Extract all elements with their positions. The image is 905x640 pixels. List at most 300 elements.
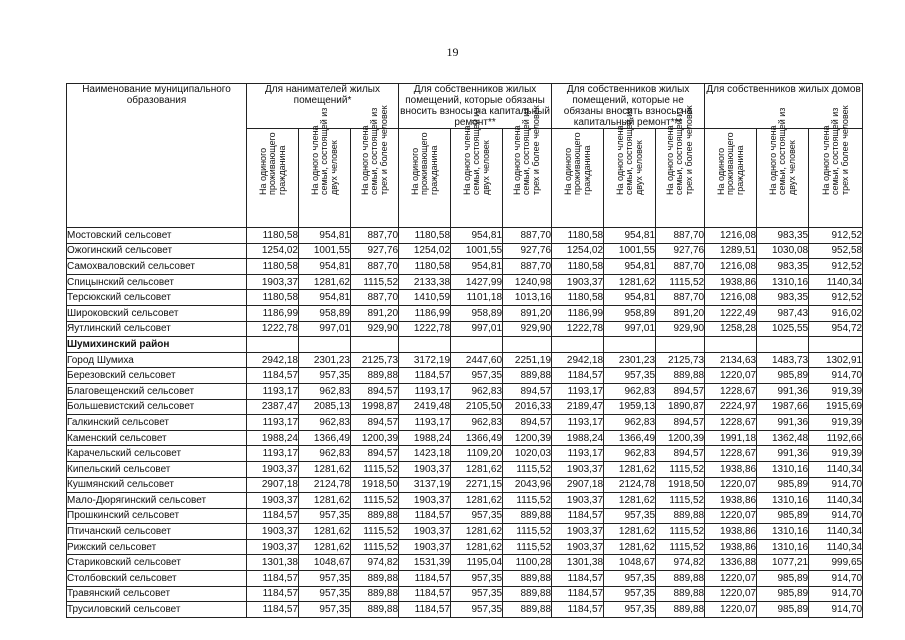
value-cell: 1366,49 [451,430,503,446]
value-cell: 1115,52 [351,493,399,509]
value-cell: 891,20 [503,305,552,321]
value-cell: 1988,24 [399,430,451,446]
value-cell: 889,88 [503,508,552,524]
value-cell: 1180,58 [399,228,451,244]
value-cell: 887,70 [656,228,705,244]
value-cell: 1115,52 [656,493,705,509]
table-row [67,368,863,384]
table-row [67,508,863,524]
value-cell: 1281,62 [604,539,656,555]
value-cell: 2251,19 [503,352,552,368]
table-row [67,243,863,259]
value-cell: 958,89 [604,305,656,321]
table-row [67,321,863,337]
value-cell: 1193,17 [552,446,604,462]
table-row [67,352,863,368]
value-cell [809,337,863,353]
value-cell: 1077,21 [757,555,809,571]
value-cell: 1140,34 [809,493,863,509]
value-cell: 1903,37 [399,539,451,555]
value-cell: 957,35 [451,571,503,587]
value-cell: 1184,57 [399,571,451,587]
header-group-owners-with-repair: Для собственников жилых помещений, которые обязаны вносить взносы на капитальный ремонт** [400,84,550,128]
value-cell: 2907,18 [247,477,299,493]
subheader-label: На одиного проживающего гражданина [562,132,592,195]
value-cell: 1281,62 [299,493,351,509]
value-cell: 1001,55 [451,243,503,259]
value-cell: 1281,62 [299,539,351,555]
municipality-name: Благовещенский сельсовет [67,383,247,399]
value-cell: 929,90 [656,321,705,337]
municipality-name: Карачельский сельсовет [67,446,247,462]
subheader-g3-c1 [552,129,604,228]
value-cell: 2189,47 [552,399,604,415]
municipality-name: Стариковский сельсовет [67,555,247,571]
value-cell: 974,82 [351,555,399,571]
value-cell: 1216,08 [705,228,757,244]
value-cell: 1001,55 [299,243,351,259]
value-cell [656,337,705,353]
value-cell: 954,81 [299,259,351,275]
value-cell: 952,58 [809,243,863,259]
value-cell: 999,65 [809,555,863,571]
municipality-name: Мостовский сельсовет [67,228,247,244]
value-cell: 962,83 [299,383,351,399]
municipality-name: Большевистский сельсовет [67,399,247,415]
value-cell: 997,01 [604,321,656,337]
table-row [67,571,863,587]
value-cell: 1192,66 [809,430,863,446]
value-cell: 991,36 [757,415,809,431]
value-cell: 914,70 [809,602,863,618]
value-cell: 1302,91 [809,352,863,368]
value-cell: 894,57 [656,415,705,431]
value-cell: 2447,60 [451,352,503,368]
municipality-name: Прошкинский сельсовет [67,508,247,524]
value-cell: 912,52 [809,259,863,275]
value-cell: 954,72 [809,321,863,337]
table-row [67,399,863,415]
value-cell: 1115,52 [503,539,552,555]
value-cell: 914,70 [809,508,863,524]
value-cell: 1281,62 [451,461,503,477]
value-cell: 1140,34 [809,524,863,540]
value-cell: 1987,66 [757,399,809,415]
subheader-g4-c2 [757,107,809,228]
value-cell: 889,88 [503,586,552,602]
value-cell: 957,35 [299,586,351,602]
value-cell: 1193,17 [399,415,451,431]
value-cell: 985,89 [757,602,809,618]
value-cell: 1115,52 [656,461,705,477]
value-cell: 987,43 [757,305,809,321]
value-cell: 962,83 [604,415,656,431]
municipality-name: Терсюкский сельсовет [67,290,247,306]
value-cell: 1222,78 [247,321,299,337]
value-cell: 1310,16 [757,493,809,509]
value-cell: 1903,37 [247,524,299,540]
value-cell: 927,76 [656,243,705,259]
value-cell: 1938,86 [705,524,757,540]
value-cell: 962,83 [299,446,351,462]
table-row [67,305,863,321]
municipality-name: Рижский сельсовет [67,539,247,555]
value-cell: 1281,62 [299,274,351,290]
municipality-name: Ожогинский сельсовет [67,243,247,259]
value-cell: 1180,58 [552,228,604,244]
value-cell: 889,88 [351,508,399,524]
value-cell: 2301,23 [604,352,656,368]
value-cell: 1938,86 [705,274,757,290]
value-cell: 1200,39 [656,430,705,446]
section-row [67,337,863,353]
value-cell: 927,76 [503,243,552,259]
value-cell: 1101,18 [451,290,503,306]
value-cell: 929,90 [503,321,552,337]
value-cell: 1184,57 [247,368,299,384]
value-cell: 985,89 [757,571,809,587]
value-cell [351,337,399,353]
value-cell: 1020,03 [503,446,552,462]
value-cell: 1903,37 [552,274,604,290]
value-cell: 1184,57 [247,571,299,587]
value-cell [299,337,351,353]
value-cell: 1959,13 [604,399,656,415]
value-cell: 1903,37 [247,461,299,477]
municipality-name: Столбовский сельсовет [67,571,247,587]
value-cell: 1193,17 [552,383,604,399]
table-row [67,493,863,509]
value-cell: 1903,37 [247,493,299,509]
table-row [67,228,863,244]
value-cell: 1903,37 [552,524,604,540]
value-cell: 1180,58 [247,290,299,306]
value-cell: 1180,58 [399,259,451,275]
header-group-owners-without-repair: Для собственников жилых помещений, которые не обязаны вносить взносы на капитальный ремонт*** [552,84,705,129]
subheader-g2-c1 [399,129,451,228]
subheader-g2-c3 [503,105,552,228]
value-cell: 1220,07 [705,586,757,602]
value-cell: 2134,63 [705,352,757,368]
value-cell: 954,81 [604,290,656,306]
value-cell: 2907,18 [552,477,604,493]
value-cell: 957,35 [451,602,503,618]
value-cell: 1030,08 [757,243,809,259]
subheader-g1-c2 [299,107,351,228]
value-cell: 889,88 [656,571,705,587]
value-cell: 1140,34 [809,539,863,555]
value-cell: 1903,37 [552,493,604,509]
table-row [67,524,863,540]
value-cell: 1427,99 [451,274,503,290]
value-cell: 894,57 [503,383,552,399]
table-row [67,602,863,618]
value-cell: 2105,50 [451,399,503,415]
value-cell: 1281,62 [451,524,503,540]
value-cell: 1193,17 [247,383,299,399]
value-cell: 1115,52 [351,461,399,477]
value-cell: 887,70 [503,228,552,244]
value-cell: 927,76 [351,243,399,259]
value-cell: 919,39 [809,415,863,431]
value-cell: 889,88 [351,586,399,602]
value-cell: 1301,38 [247,555,299,571]
value-cell: 1903,37 [552,539,604,555]
value-cell: 1289,51 [705,243,757,259]
value-cell: 1991,18 [705,430,757,446]
value-cell: 1100,28 [503,555,552,571]
value-cell: 1423,18 [399,446,451,462]
subheader-label: На одного члена семьи, состоящей из трех и более человек [664,105,694,195]
subheader-label: На одиного проживающего гражданина [257,132,287,195]
value-cell: 991,36 [757,383,809,399]
value-cell: 2125,73 [656,352,705,368]
subheader-g1-c1 [247,129,299,228]
value-cell [757,337,809,353]
value-cell: 1220,07 [705,602,757,618]
subheader-g3-c3 [656,105,705,228]
value-cell: 1998,87 [351,399,399,415]
municipality-name: Птичанский сельсовет [67,524,247,540]
value-cell: 1410,59 [399,290,451,306]
subheader-label: На одного члена семьи, состоящей из двух человек [461,107,491,195]
value-cell: 887,70 [656,259,705,275]
value-cell: 1310,16 [757,461,809,477]
value-cell: 1048,67 [299,555,351,571]
subheader-g4-c3 [809,105,863,228]
value-cell: 957,35 [451,368,503,384]
value-cell: 1918,50 [351,477,399,493]
subheader-label: На одиного проживающего гражданина [715,132,745,195]
value-cell: 962,83 [604,446,656,462]
value-cell: 1180,58 [552,290,604,306]
value-cell: 2387,47 [247,399,299,415]
value-cell: 894,57 [656,446,705,462]
municipality-name: Кипельский сельсовет [67,461,247,477]
value-cell: 3172,19 [399,352,451,368]
value-cell: 914,70 [809,368,863,384]
value-cell: 929,90 [351,321,399,337]
value-cell: 1001,55 [604,243,656,259]
municipality-name: Кушмянский сельсовет [67,477,247,493]
value-cell: 1281,62 [299,461,351,477]
value-cell: 1483,73 [757,352,809,368]
value-cell: 1366,49 [604,430,656,446]
subheader-label: На одного члена семьи, состоящей из трех и более человек [511,105,541,195]
value-cell: 1193,17 [247,415,299,431]
value-cell [705,337,757,353]
table-row [67,259,863,275]
tariff-table [66,83,863,618]
subheader-label: На одного члена семьи, состоящей из двух человек [309,107,339,195]
section-title: Шумихинский район [67,337,247,353]
value-cell: 1254,02 [399,243,451,259]
value-cell: 962,83 [604,383,656,399]
value-cell: 1195,04 [451,555,503,571]
value-cell: 985,89 [757,368,809,384]
value-cell: 1115,52 [503,524,552,540]
value-cell: 2016,33 [503,399,552,415]
value-cell: 1903,37 [399,461,451,477]
value-cell: 889,88 [503,368,552,384]
subheader-g2-c2 [451,107,503,228]
value-cell: 1903,37 [399,524,451,540]
value-cell: 1186,99 [399,305,451,321]
value-cell: 1258,28 [705,321,757,337]
subheader-label: На одного члена семьи, состоящей из трех и более человек [820,105,850,195]
value-cell [604,337,656,353]
subheader-g4-c1 [705,129,757,228]
value-cell: 1281,62 [451,493,503,509]
value-cell: 2419,48 [399,399,451,415]
value-cell: 1184,57 [552,586,604,602]
value-cell: 1228,67 [705,383,757,399]
municipality-name: Яутлинский сельсовет [67,321,247,337]
subheader-label: На одиного проживающего гражданина [409,132,439,195]
value-cell: 2301,23 [299,352,351,368]
value-cell: 1180,58 [247,228,299,244]
value-cell: 2124,78 [604,477,656,493]
value-cell: 1336,88 [705,555,757,571]
table-row [67,461,863,477]
value-cell: 1281,62 [451,539,503,555]
value-cell: 1115,52 [351,524,399,540]
value-cell: 919,39 [809,383,863,399]
value-cell: 894,57 [351,415,399,431]
value-cell: 954,81 [604,228,656,244]
value-cell: 894,57 [351,383,399,399]
value-cell: 889,88 [656,586,705,602]
value-cell: 2942,18 [247,352,299,368]
value-cell: 1938,86 [705,539,757,555]
value-cell: 954,81 [604,259,656,275]
page-number: 19 [446,45,459,59]
table-row [67,555,863,571]
value-cell: 1254,02 [247,243,299,259]
table-row [67,477,863,493]
value-cell: 1938,86 [705,461,757,477]
value-cell: 887,70 [351,228,399,244]
municipality-name: Каменский сельсовет [67,430,247,446]
subheader-g3-c2 [604,107,656,228]
value-cell: 914,70 [809,586,863,602]
value-cell: 3137,19 [399,477,451,493]
value-cell: 957,35 [451,508,503,524]
value-cell: 1903,37 [399,493,451,509]
value-cell: 891,20 [351,305,399,321]
value-cell: 1013,16 [503,290,552,306]
value-cell: 991,36 [757,446,809,462]
value-cell: 957,35 [299,508,351,524]
value-cell: 985,89 [757,586,809,602]
value-cell: 997,01 [299,321,351,337]
municipality-name: Галкинский сельсовет [67,415,247,431]
value-cell: 894,57 [351,446,399,462]
value-cell: 1180,58 [247,259,299,275]
value-cell: 954,81 [451,228,503,244]
value-cell: 2942,18 [552,352,604,368]
municipality-name: Травянский сельсовет [67,586,247,602]
municipality-name: Широковский сельсовет [67,305,247,321]
value-cell [503,337,552,353]
value-cell: 1228,67 [705,415,757,431]
municipality-name: Мало-Дюрягинский сельсовет [67,493,247,509]
value-cell: 1281,62 [604,274,656,290]
value-cell: 1193,17 [399,383,451,399]
header-name-column: Наименование муниципального образования [67,84,247,228]
subheader-label: На одного члена семьи, состоящей из двух человек [614,107,644,195]
value-cell: 1254,02 [552,243,604,259]
value-cell: 889,88 [351,368,399,384]
value-cell: 1184,57 [247,508,299,524]
value-cell: 889,88 [503,571,552,587]
value-cell: 889,88 [656,368,705,384]
value-cell: 1115,52 [656,539,705,555]
value-cell: 1025,55 [757,321,809,337]
value-cell: 954,81 [299,290,351,306]
value-cell: 916,02 [809,305,863,321]
value-cell: 985,89 [757,477,809,493]
value-cell: 889,88 [351,571,399,587]
value-cell: 887,70 [503,259,552,275]
value-cell: 1115,52 [656,274,705,290]
value-cell: 957,35 [604,586,656,602]
table-row [67,446,863,462]
value-cell: 1216,08 [705,259,757,275]
value-cell: 962,83 [299,415,351,431]
value-cell: 894,57 [656,383,705,399]
value-cell: 889,88 [503,602,552,618]
value-cell: 1220,07 [705,368,757,384]
value-cell: 1310,16 [757,274,809,290]
value-cell: 1193,17 [552,415,604,431]
value-cell: 957,35 [299,571,351,587]
value-cell: 1184,57 [399,508,451,524]
value-cell: 889,88 [656,508,705,524]
value-cell: 2224,97 [705,399,757,415]
value-cell: 1988,24 [552,430,604,446]
header-group-tenants: Для нанимателей жилых помещений* [247,84,399,129]
value-cell: 2043,96 [503,477,552,493]
value-cell: 974,82 [656,555,705,571]
value-cell: 889,88 [351,602,399,618]
value-cell: 1140,34 [809,461,863,477]
value-cell: 887,70 [351,259,399,275]
value-cell: 919,39 [809,446,863,462]
value-cell: 887,70 [351,290,399,306]
municipality-name: Спицынский сельсовет [67,274,247,290]
value-cell: 997,01 [451,321,503,337]
value-cell: 983,35 [757,228,809,244]
table-row [67,274,863,290]
value-cell: 2124,78 [299,477,351,493]
table-row [67,539,863,555]
value-cell: 1109,20 [451,446,503,462]
value-cell: 957,35 [604,571,656,587]
value-cell: 957,35 [604,508,656,524]
value-cell: 1281,62 [604,461,656,477]
value-cell: 1310,16 [757,539,809,555]
value-cell: 912,52 [809,290,863,306]
value-cell: 957,35 [604,602,656,618]
value-cell: 914,70 [809,571,863,587]
value-cell: 1184,57 [552,602,604,618]
value-cell: 1184,57 [399,368,451,384]
value-cell: 1938,86 [705,493,757,509]
value-cell: 1186,99 [247,305,299,321]
table-row [67,383,863,399]
value-cell: 1140,34 [809,274,863,290]
